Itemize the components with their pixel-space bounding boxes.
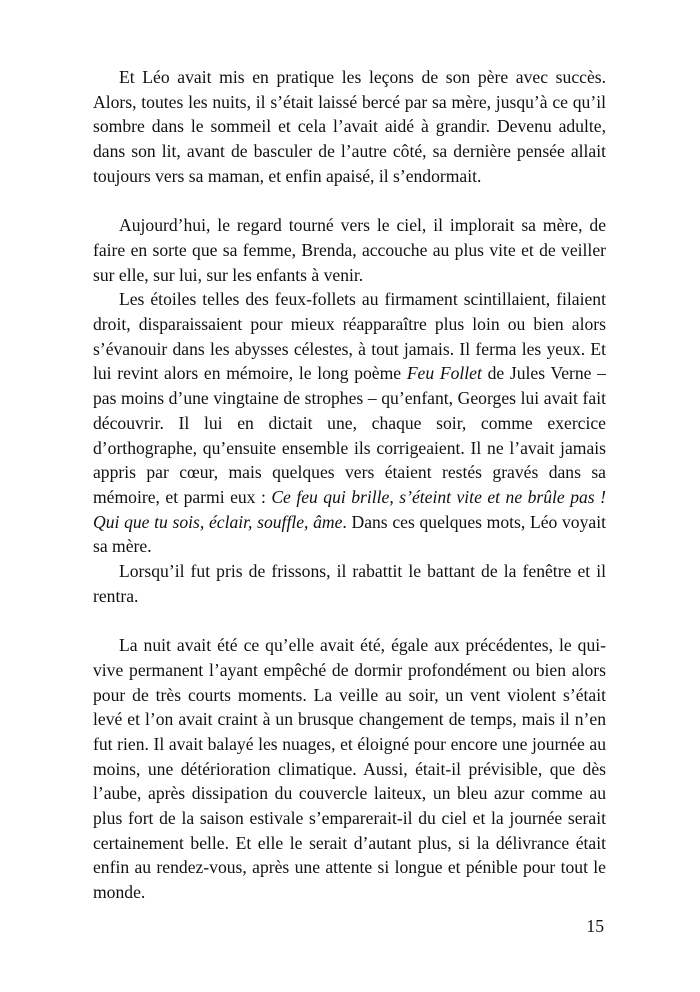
text-run: de Jules Verne – pas moins d’une vingtaine de strophes – qu’enfant, Georges lui avait fait découvrir. Il lui en dictait une, chaque soir, comme exercice d’orthographe, qu’ensuite ensemble ils corrigeaient. Il ne l’avait jamais appris par cœur, mais quelques vers étaient restés gravés dans sa mémoire, et parmi eux : [93,363,606,507]
body-text [93,65,606,905]
italic-quote: Ce feu qui brille, s’éteint vite et ne brûle pas ! Qui que tu sois, éclair, souffle, âme [93,486,606,532]
paragraph [93,287,606,559]
text-run: Lorsqu’il fut pris de frissons, il rabattit le battant de la fenêtre et il rentra. [93,561,606,606]
paragraph [93,213,606,287]
paragraph [93,559,606,608]
text-run: Et Léo avait mis en pratique les leçons de son père avec succès. Alors, toutes les nuits, il s’était laissé bercé par sa mère, jusqu’à ce qu’il sombre dans le sommeil et cela l’avait aidé à grandir. Devenu adulte, dans son lit, avant de basculer de l’autre côté, sa dernière pensée allait toujours vers sa maman, et enfin apaisé, il s’endormait. [93,67,606,186]
paragraph [93,65,606,189]
paragraph [93,633,606,905]
text-run: Les étoiles telles des feux-follets au firmament scintillaient, filaient droit, disparaissaient pour mieux réapparaître plus loin ou bien alors s’évanouir dans les abysses célestes, à tout jamais. Il ferma les yeux. Et lui revint alors en mémoire, le long poème [93,289,606,384]
page-number: 15 [586,916,604,936]
text-run: . Dans ces quelques mots, Léo voyait sa mère. [93,511,606,557]
italic-title: Feu Follet [406,363,482,384]
text-run: Aujourd’hui, le regard tourné vers le ciel, il implorait sa mère, de faire en sorte que sa femme, Brenda, accouche au plus vite et de veiller sur elle, sur lui, sur les enfants à venir. [93,215,606,285]
text-run: La nuit avait été ce qu’elle avait été, égale aux précédentes, le qui-vive permanent l’ayant empêché de dormir profondément ou bien alors pour de très courts moments. La veille au soir, un vent violent s’était levé et l’on avait craint à un brusque changement de temps, mais il n’en fut rien. Il avait balayé les nuages, et éloigné pour encore une journée au moins, une détérioration climatique. Aussi, était-il prévisible, que dès l’aube, après dissipation du couvercle laiteux, un bleu azur comme au plus fort de la saison estivale s’emparerait-il du ciel et la journée serait certainement belle. Et elle le serait d’autant plus, si la délivrance était enfin au rendez-vous, après une attente si longue et pénible pour tout le monde. [93,635,606,903]
